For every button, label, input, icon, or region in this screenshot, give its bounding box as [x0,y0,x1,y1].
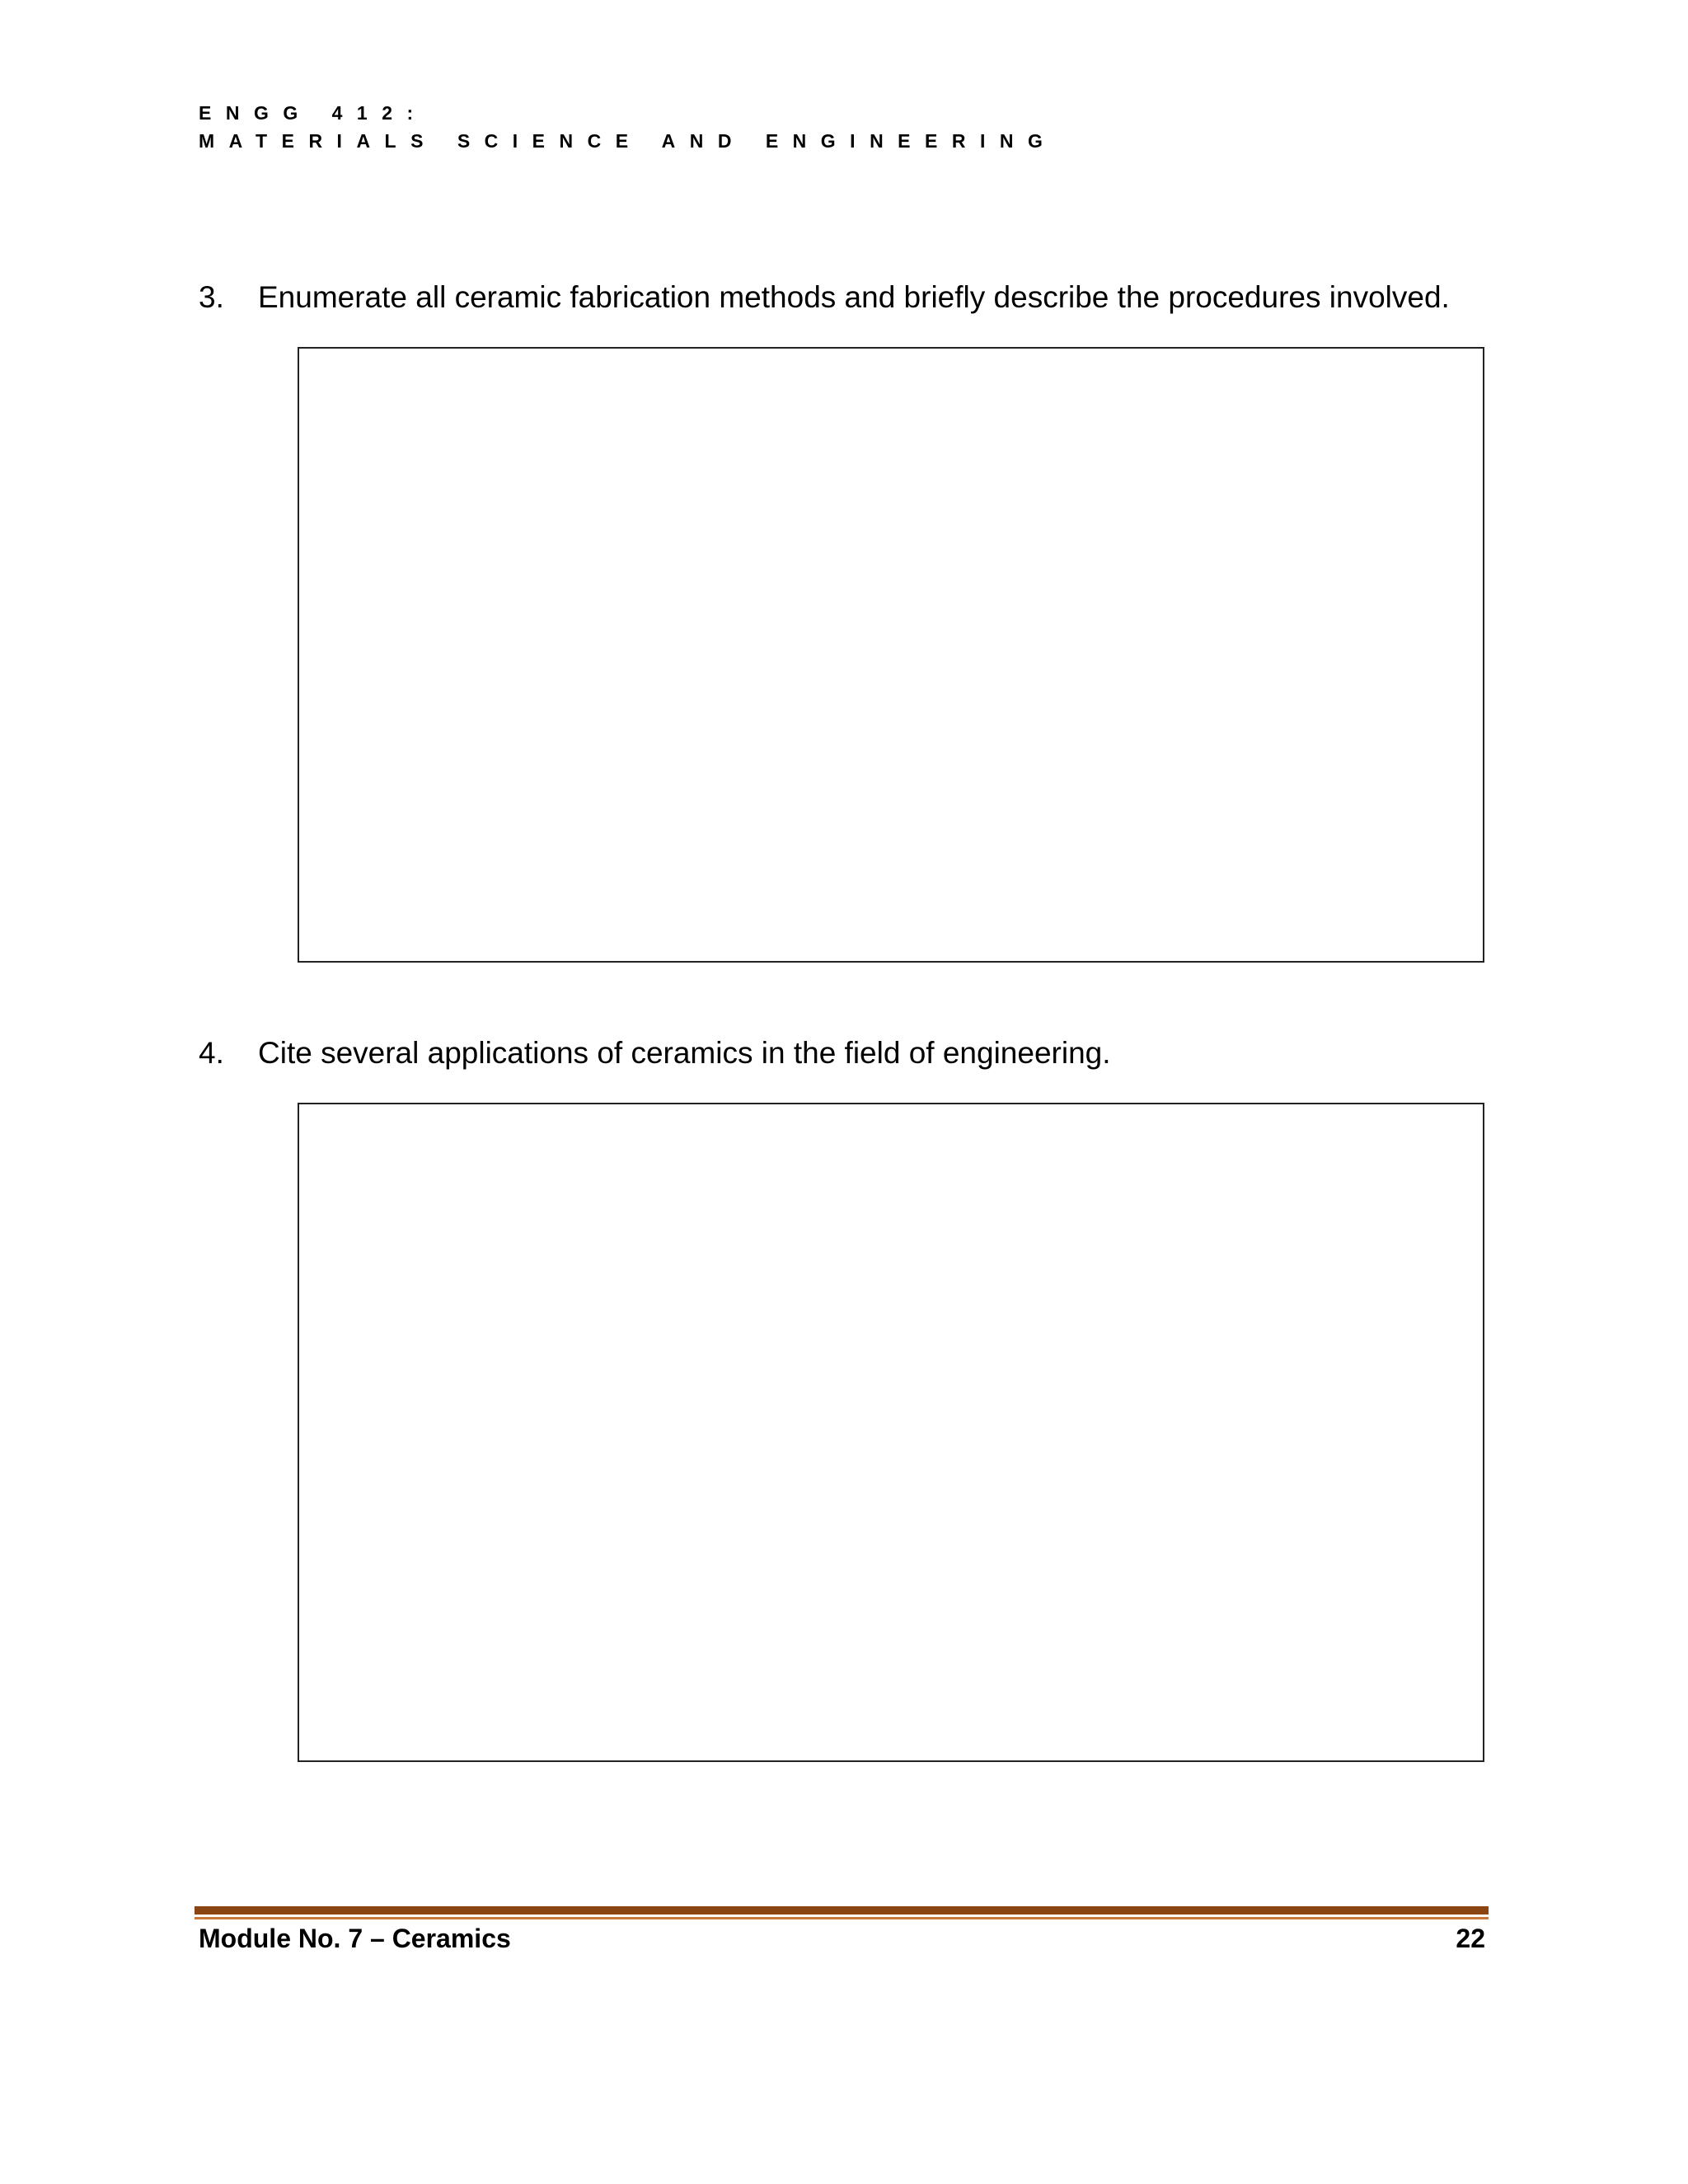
question-3 [199,282,1450,312]
question-number: 4. [199,1036,224,1070]
answer-box-3[interactable] [298,347,1484,963]
course-code: ENGG 412: [199,102,428,124]
course-title: MATERIALS SCIENCE AND ENGINEERING [199,130,1057,152]
question-text: Cite several applications of ceramics in the field of engineering. [258,1036,1111,1070]
footer-rule-accent [195,1917,1489,1919]
question-4 [199,1038,1111,1068]
question-number: 3. [199,280,224,314]
question-text: Enumerate all ceramic fabrication methods and briefly describe the procedures involved. [258,280,1450,314]
footer-rule [195,1906,1489,1915]
answer-box-4[interactable] [298,1103,1484,1762]
page-number: 22 [1456,1924,1485,1953]
module-label: Module No. 7 – Ceramics [199,1924,511,1953]
